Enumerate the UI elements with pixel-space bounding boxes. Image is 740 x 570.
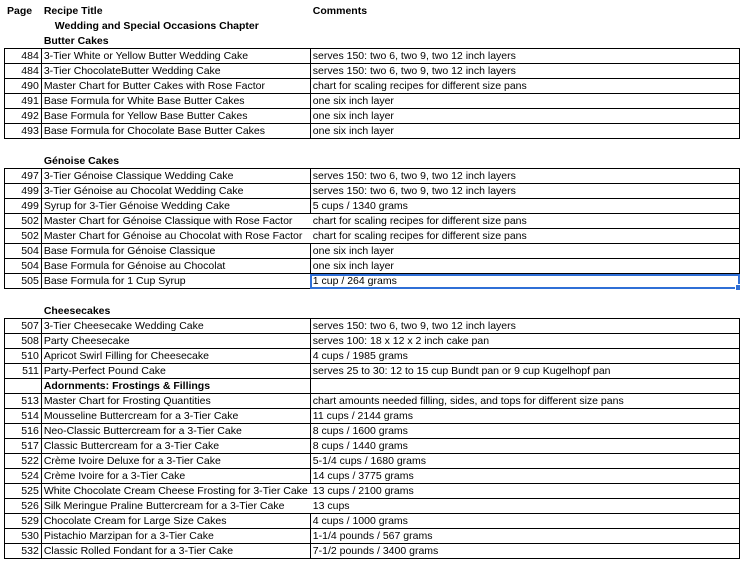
table-row xyxy=(5,109,740,124)
table-row xyxy=(5,454,740,469)
recipe-title-cell[interactable]: Cheesecakes xyxy=(41,304,310,319)
comment-cell[interactable]: serves 25 to 30: 12 to 15 cup Bundt pan or 9 cup Kugelhopf pan xyxy=(310,364,739,379)
page-cell[interactable]: 514 xyxy=(5,409,42,424)
comment-cell[interactable]: chart for scaling recipes for different size pans xyxy=(310,229,739,244)
page-cell[interactable]: 516 xyxy=(5,424,42,439)
table-row xyxy=(5,199,740,214)
page-cell[interactable]: 513 xyxy=(5,394,42,409)
recipe-title-cell[interactable]: Master Chart for Butter Cakes with Rose Factor xyxy=(41,79,310,94)
comment-cell[interactable]: 13 cups / 2100 grams xyxy=(310,484,739,499)
comment-cell[interactable]: 5-1/4 cups / 1680 grams xyxy=(310,454,739,469)
table-row xyxy=(5,214,740,229)
comment-cell[interactable] xyxy=(310,139,739,154)
header-comments[interactable]: Comments xyxy=(312,5,368,17)
page-cell[interactable] xyxy=(5,289,42,304)
comment-cell[interactable]: 14 cups / 3775 grams xyxy=(310,469,739,484)
recipe-title-cell[interactable]: Wedding and Special Occasions Chapter xyxy=(54,20,259,32)
page-cell[interactable]: 484 xyxy=(5,64,42,79)
table-body xyxy=(5,4,740,559)
fill-handle[interactable] xyxy=(735,284,740,291)
table-row xyxy=(5,514,740,529)
recipe-title-cell[interactable]: Apricot Swirl Filling for Cheesecake xyxy=(41,349,310,364)
page-cell[interactable]: 504 xyxy=(5,259,42,274)
table-row xyxy=(5,529,740,544)
table-row xyxy=(5,439,740,454)
page-cell[interactable]: 497 xyxy=(5,169,42,184)
header-recipe-title[interactable]: Recipe Title xyxy=(43,5,103,17)
comment-cell[interactable]: serves 150: two 6, two 9, two 12 inch layers xyxy=(310,319,739,334)
table-row xyxy=(5,229,740,244)
table-row xyxy=(5,394,740,409)
recipe-title-cell[interactable]: Master Chart for Génoise Classique with Rose Factor xyxy=(41,214,310,229)
recipe-title-cell[interactable]: Neo-Classic Buttercream for a 3-Tier Cake xyxy=(41,424,310,439)
page-cell[interactable] xyxy=(5,304,42,319)
comment-cell[interactable]: 8 cups / 1440 grams xyxy=(310,439,739,454)
comment-cell[interactable]: chart for scaling recipes for different size pans xyxy=(310,79,739,94)
table-row xyxy=(5,484,740,499)
spacer-row xyxy=(5,139,740,154)
comment-cell[interactable] xyxy=(310,379,739,394)
comment-cell[interactable]: chart for scaling recipes for different size pans xyxy=(310,214,739,229)
comment-cell[interactable]: one six inch layer xyxy=(310,109,739,124)
recipe-title-cell[interactable]: 3-Tier Cheesecake Wedding Cake xyxy=(41,319,310,334)
table-row xyxy=(5,409,740,424)
page-cell[interactable]: 532 xyxy=(5,544,42,559)
spreadsheet-grid xyxy=(4,4,740,559)
table-row xyxy=(5,364,740,379)
recipe-title-cell[interactable]: Mousseline Buttercream for a 3-Tier Cake xyxy=(41,409,310,424)
table-row xyxy=(5,334,740,349)
comment-cell[interactable]: 11 cups / 2144 grams xyxy=(310,409,739,424)
recipe-title-cell[interactable]: Master Chart for Génoise au Chocolat with Rose Factor xyxy=(41,229,310,244)
recipe-title-cell[interactable]: Crème Ivoire for a 3-Tier Cake xyxy=(41,469,310,484)
page-cell[interactable]: 511 xyxy=(5,364,42,379)
page-cell[interactable]: 529 xyxy=(5,514,42,529)
comment-cell[interactable]: serves 150: two 6, two 9, two 12 inch layers xyxy=(310,49,739,64)
page-cell[interactable]: 504 xyxy=(5,244,42,259)
page-cell[interactable]: 492 xyxy=(5,109,42,124)
comment-cell[interactable] xyxy=(310,289,739,304)
page-cell[interactable] xyxy=(5,34,42,49)
page-cell[interactable]: 490 xyxy=(5,79,42,94)
recipe-title-cell[interactable]: Crème Ivoire Deluxe for a 3-Tier Cake xyxy=(41,454,310,469)
recipe-title-cell[interactable]: Party-Perfect Pound Cake xyxy=(41,364,310,379)
recipe-title-cell[interactable] xyxy=(41,139,310,154)
table-row xyxy=(5,94,740,109)
comment-cell[interactable] xyxy=(310,34,739,49)
page-cell[interactable] xyxy=(5,154,42,169)
section-header-row xyxy=(5,379,740,394)
spacer-row xyxy=(5,289,740,304)
recipe-title-cell[interactable]: 3-Tier White or Yellow Butter Wedding Cake xyxy=(41,49,310,64)
recipe-title-cell[interactable]: Base Formula for Chocolate Base Butter Cakes xyxy=(41,124,310,139)
comment-cell[interactable]: one six inch layer xyxy=(310,94,739,109)
comment-cell[interactable]: 1 cup / 264 grams xyxy=(310,274,739,289)
page-cell[interactable] xyxy=(5,19,42,34)
page-cell[interactable] xyxy=(5,379,42,394)
header-row xyxy=(5,4,740,19)
comment-cell[interactable]: serves 150: two 6, two 9, two 12 inch layers xyxy=(310,169,739,184)
table-row xyxy=(5,244,740,259)
recipe-title-cell[interactable]: Base Formula for Yellow Base Butter Cakes xyxy=(41,109,310,124)
page-cell[interactable]: 491 xyxy=(5,94,42,109)
table-row xyxy=(5,424,740,439)
recipe-title-cell[interactable]: Base Formula for 1 Cup Syrup xyxy=(41,274,310,289)
comment-cell[interactable]: serves 100: 18 x 12 x 2 inch cake pan xyxy=(310,334,739,349)
comment-cell[interactable] xyxy=(310,19,739,34)
page-cell[interactable]: 508 xyxy=(5,334,42,349)
recipe-title-cell[interactable]: Classic Buttercream for a 3-Tier Cake xyxy=(41,439,310,454)
page-cell[interactable]: 502 xyxy=(5,229,42,244)
recipe-title-cell[interactable]: Chocolate Cream for Large Size Cakes xyxy=(41,514,310,529)
table-row xyxy=(5,79,740,94)
recipe-title-cell[interactable]: Silk Meringue Praline Buttercream for a 3-Tier Cake xyxy=(41,499,310,514)
page-cell[interactable]: 525 xyxy=(5,484,42,499)
table-row xyxy=(5,184,740,199)
recipe-title-cell[interactable]: Classic Rolled Fondant for a 3-Tier Cake xyxy=(41,544,310,559)
comment-cell[interactable]: one six inch layer xyxy=(310,259,739,274)
comment-cell[interactable]: 8 cups / 1600 grams xyxy=(310,424,739,439)
recipe-title-cell[interactable]: Pistachio Marzipan for a 3-Tier Cake xyxy=(41,529,310,544)
page-cell[interactable] xyxy=(5,139,42,154)
recipe-title-cell[interactable]: Butter Cakes xyxy=(41,34,310,49)
page-cell[interactable]: 499 xyxy=(5,199,42,214)
comment-cell[interactable]: chart amounts needed filling, sides, and tops for different size pans xyxy=(310,394,739,409)
comment-cell[interactable]: 7-1/2 pounds / 3400 grams xyxy=(310,544,739,559)
page-cell[interactable]: 493 xyxy=(5,124,42,139)
recipe-title-cell[interactable]: Party Cheesecake xyxy=(41,334,310,349)
recipe-title-cell[interactable]: Base Formula for Génoise Classique xyxy=(41,244,310,259)
page-cell[interactable]: 530 xyxy=(5,529,42,544)
recipe-title-cell[interactable] xyxy=(41,289,310,304)
table-row xyxy=(5,169,740,184)
table-row xyxy=(5,499,740,514)
comment-cell[interactable] xyxy=(310,154,739,169)
recipe-title-cell[interactable]: Adornments: Frostings & Fillings xyxy=(41,379,310,394)
page-cell[interactable]: 517 xyxy=(5,439,42,454)
recipe-table xyxy=(4,4,740,559)
recipe-title-cell[interactable]: 3-Tier ChocolateButter Wedding Cake xyxy=(41,64,310,79)
page-cell[interactable]: 522 xyxy=(5,454,42,469)
comment-cell[interactable]: 13 cups xyxy=(310,499,739,514)
page-cell[interactable]: 526 xyxy=(5,499,42,514)
page-cell[interactable]: 524 xyxy=(5,469,42,484)
page-cell[interactable]: 507 xyxy=(5,319,42,334)
recipe-title-cell[interactable]: White Chocolate Cream Cheese Frosting for 3-Tier Cake xyxy=(41,484,310,499)
section-header-row xyxy=(5,34,740,49)
comment-cell[interactable]: serves 150: two 6, two 9, two 12 inch layers xyxy=(310,184,739,199)
table-row xyxy=(5,469,740,484)
page-cell[interactable]: 510 xyxy=(5,349,42,364)
page-cell[interactable]: 502 xyxy=(5,214,42,229)
section-header-row xyxy=(5,304,740,319)
table-row xyxy=(5,319,740,334)
table-row xyxy=(5,124,740,139)
recipe-title-cell[interactable]: Syrup for 3-Tier Génoise Wedding Cake xyxy=(41,199,310,214)
recipe-title-cell[interactable]: Master Chart for Frosting Quantities xyxy=(41,394,310,409)
comment-cell[interactable] xyxy=(310,304,739,319)
comment-cell[interactable]: serves 150: two 6, two 9, two 12 inch layers xyxy=(310,64,739,79)
table-row xyxy=(5,349,740,364)
table-row xyxy=(5,544,740,559)
table-row xyxy=(5,274,740,289)
table-row xyxy=(5,49,740,64)
table-row xyxy=(5,259,740,274)
comment-cell[interactable]: 4 cups / 1985 grams xyxy=(310,349,739,364)
chapter-title-row xyxy=(5,19,740,34)
page-cell[interactable]: 499 xyxy=(5,184,42,199)
comment-cell[interactable]: one six inch layer xyxy=(310,124,739,139)
comment-cell[interactable]: 1-1/4 pounds / 567 grams xyxy=(310,529,739,544)
recipe-title-cell[interactable]: 3-Tier Génoise au Chocolat Wedding Cake xyxy=(41,184,310,199)
recipe-title-cell[interactable]: Génoise Cakes xyxy=(41,154,310,169)
recipe-title-cell[interactable]: 3-Tier Génoise Classique Wedding Cake xyxy=(41,169,310,184)
table-row xyxy=(5,64,740,79)
page-cell[interactable]: 505 xyxy=(5,274,42,289)
recipe-title-cell[interactable]: Base Formula for White Base Butter Cakes xyxy=(41,94,310,109)
page-cell[interactable]: 484 xyxy=(5,49,42,64)
recipe-title-cell[interactable]: Base Formula for Génoise au Chocolat xyxy=(41,259,310,274)
comment-cell[interactable]: 4 cups / 1000 grams xyxy=(310,514,739,529)
comment-cell[interactable]: one six inch layer xyxy=(310,244,739,259)
comment-cell[interactable]: 5 cups / 1340 grams xyxy=(310,199,739,214)
header-page[interactable]: Page xyxy=(7,5,33,17)
section-header-row xyxy=(5,154,740,169)
